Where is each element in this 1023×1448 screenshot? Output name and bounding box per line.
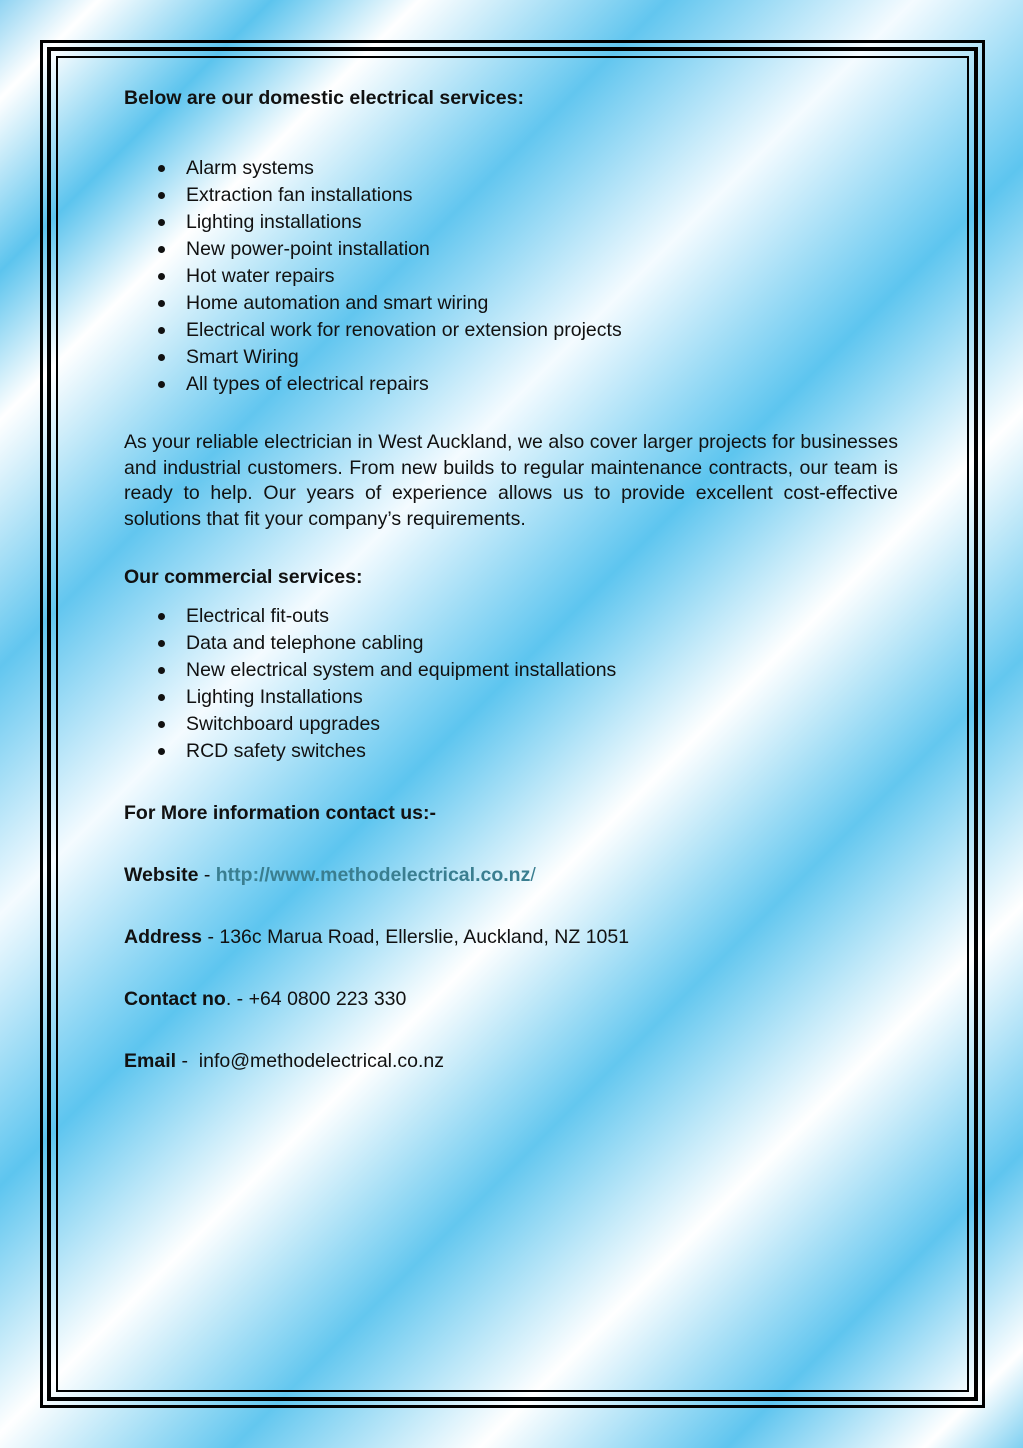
list-item: Lighting Installations — [124, 684, 898, 711]
website-link[interactable]: http://www.methodelectrical.co.nz — [215, 864, 531, 886]
list-item: Extraction fan installations — [124, 182, 898, 209]
domestic-services-list — [124, 155, 898, 398]
contact-heading: For More information contact us:- — [124, 802, 436, 824]
bullet-icon — [158, 354, 165, 361]
list-item: Hot water repairs — [124, 263, 898, 290]
commercial-services-heading: Our commercial services: — [124, 566, 363, 588]
bullet-icon — [158, 273, 165, 280]
bullet-icon — [158, 694, 165, 701]
website-line — [124, 863, 898, 887]
email-value: - info@methodelectrical.co.nz — [176, 1050, 445, 1072]
bullet-icon — [158, 192, 165, 199]
domestic-services-heading: Below are our domestic electrical services: — [124, 87, 524, 109]
bullet-icon — [158, 667, 165, 674]
bullet-icon — [158, 300, 165, 307]
address-label: Address — [124, 926, 203, 948]
list-item: Lighting installations — [124, 209, 898, 236]
address-value: - 136c Marua Road, Ellerslie, Auckland, NZ 1051 — [202, 926, 630, 948]
list-item: Switchboard upgrades — [124, 711, 898, 738]
bullet-icon — [158, 748, 165, 755]
phone-value: . - +64 0800 223 330 — [225, 988, 407, 1010]
commercial-services-list — [124, 603, 898, 765]
intro-paragraph: As your reliable electrician in West Auckland, we also cover larger projects for businesses and industrial customers. From new builds to regular maintenance contracts, our team is ready to help. Our years of experience allows us to provide excellent cost-effective solutions that fit your company’s requirements. — [124, 431, 898, 530]
list-item: New power-point installation — [124, 236, 898, 263]
website-link-slash[interactable]: / — [530, 864, 536, 886]
email-line — [124, 1049, 898, 1073]
bullet-icon — [158, 327, 165, 334]
list-item: Smart Wiring — [124, 344, 898, 371]
website-separator: - — [198, 864, 216, 886]
address-line — [124, 925, 898, 949]
document-content — [124, 86, 898, 1073]
list-item: Electrical fit-outs — [124, 603, 898, 630]
bullet-icon — [158, 721, 165, 728]
website-label: Website — [124, 864, 199, 886]
bullet-icon — [158, 219, 165, 226]
phone-label: Contact no — [124, 988, 226, 1010]
phone-line — [124, 987, 898, 1011]
list-item: Data and telephone cabling — [124, 630, 898, 657]
bullet-icon — [158, 165, 165, 172]
list-item: Electrical work for renovation or extension projects — [124, 317, 898, 344]
list-item: All types of electrical repairs — [124, 371, 898, 398]
bullet-icon — [158, 613, 165, 620]
email-label: Email — [124, 1050, 177, 1072]
bullet-icon — [158, 381, 165, 388]
list-item: New electrical system and equipment installations — [124, 657, 898, 684]
list-item: Home automation and smart wiring — [124, 290, 898, 317]
bullet-icon — [158, 246, 165, 253]
list-item: Alarm systems — [124, 155, 898, 182]
list-item: RCD safety switches — [124, 738, 898, 765]
bullet-icon — [158, 640, 165, 647]
